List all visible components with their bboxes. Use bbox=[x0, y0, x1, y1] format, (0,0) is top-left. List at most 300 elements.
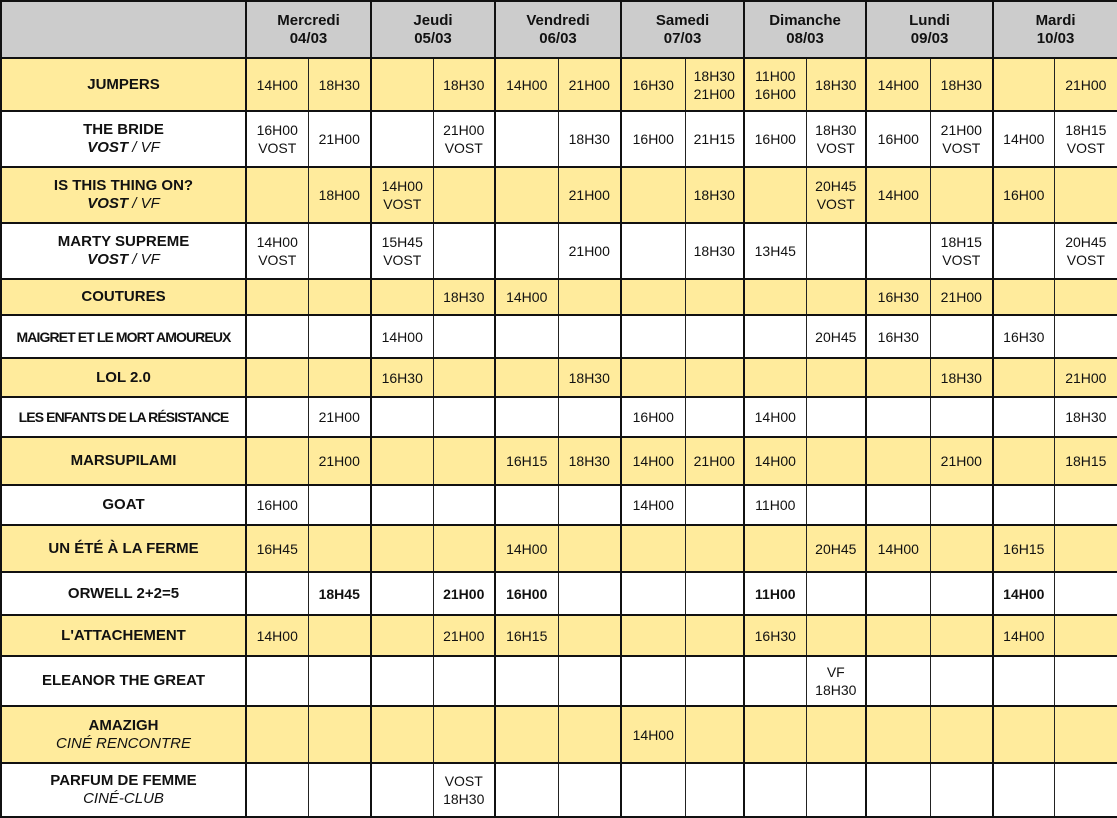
showtime: 20H45 bbox=[815, 540, 857, 557]
showtime-cell bbox=[433, 437, 495, 485]
showtime-cell bbox=[558, 615, 621, 656]
showtime-cell bbox=[806, 485, 866, 525]
film-title-cell bbox=[1, 58, 246, 111]
showtime-cell bbox=[433, 525, 495, 572]
showtime: 21H00 bbox=[693, 85, 735, 102]
film-title: L'ATTACHEMENT bbox=[61, 626, 186, 644]
showtime-cell bbox=[744, 111, 806, 167]
showtime: 14H00 bbox=[256, 76, 298, 93]
showtime-cell bbox=[308, 706, 371, 763]
day-date: 05/03 bbox=[414, 29, 452, 47]
showtime-cell bbox=[1054, 572, 1117, 615]
showtime: 14H00 bbox=[506, 540, 548, 557]
day-header bbox=[621, 1, 744, 58]
showtime-cell bbox=[806, 525, 866, 572]
showtime-cell bbox=[866, 485, 930, 525]
showtime-cell bbox=[495, 279, 558, 315]
showtime: 18H30 bbox=[815, 682, 857, 698]
showtime: 18H30 bbox=[318, 76, 360, 93]
header-row bbox=[1, 1, 1117, 58]
showtime-cell bbox=[685, 437, 744, 485]
film-title-cell bbox=[1, 315, 246, 358]
film-title: ELEANOR THE GREAT bbox=[41, 672, 206, 689]
showtime-cell bbox=[621, 615, 685, 656]
showtime-cell bbox=[930, 763, 993, 817]
showtime-cell bbox=[558, 358, 621, 397]
showtime-cell bbox=[433, 706, 495, 763]
film-title-cell bbox=[1, 656, 246, 706]
showtime: 16H30 bbox=[632, 76, 674, 93]
showtime: 18H30 bbox=[815, 76, 857, 93]
showtime-cell bbox=[806, 656, 866, 706]
showtime-cell bbox=[930, 397, 993, 437]
showtime: VF bbox=[826, 664, 845, 680]
showtime: 18H30 bbox=[443, 289, 485, 305]
film-title: MARTY SUPREME bbox=[57, 233, 190, 250]
day-name: Vendredi bbox=[526, 11, 590, 29]
film-row bbox=[1, 315, 1117, 358]
showtime-cell bbox=[685, 223, 744, 279]
film-title-cell bbox=[1, 223, 246, 279]
showtime: VOST bbox=[444, 773, 483, 789]
showtime-cell bbox=[558, 525, 621, 572]
showtime: 14H00 bbox=[754, 453, 796, 469]
film-row bbox=[1, 615, 1117, 656]
showtime-cell bbox=[1054, 58, 1117, 111]
showtime: 16H00 bbox=[877, 131, 919, 147]
version-label: VOST bbox=[87, 251, 129, 268]
showtime-cell bbox=[685, 656, 744, 706]
showtime-cell bbox=[371, 572, 433, 615]
showtime: 18H30 bbox=[568, 369, 610, 386]
showtime-cell bbox=[621, 279, 685, 315]
showtime: 14H00 bbox=[632, 453, 674, 469]
showtime: 21H00 bbox=[568, 187, 610, 203]
showtime: VOST bbox=[383, 196, 422, 212]
showtime-cell bbox=[1054, 615, 1117, 656]
showtime: VOST bbox=[942, 140, 981, 156]
showtime-cell bbox=[806, 111, 866, 167]
showtime-cell bbox=[433, 485, 495, 525]
film-title-cell bbox=[1, 111, 246, 167]
showtime-cell bbox=[866, 572, 930, 615]
showtime-cell bbox=[744, 437, 806, 485]
film-title: THE BRIDE bbox=[83, 121, 164, 138]
showtime: 14H00 bbox=[256, 234, 298, 250]
showtime-cell bbox=[930, 358, 993, 397]
showtime-cell bbox=[866, 279, 930, 315]
showtime-cell bbox=[930, 58, 993, 111]
showtime-cell bbox=[558, 58, 621, 111]
showtime-cell bbox=[866, 615, 930, 656]
showtime-cell bbox=[433, 397, 495, 437]
showtime-cell bbox=[930, 572, 993, 615]
showtime: 16H00 bbox=[632, 131, 674, 147]
showtime-cell bbox=[993, 706, 1054, 763]
showtime: 21H00 bbox=[318, 131, 360, 147]
showtime: 16H00 bbox=[632, 409, 674, 425]
film-title-cell bbox=[1, 437, 246, 485]
showtime-cell bbox=[246, 437, 308, 485]
showtime-cell bbox=[685, 763, 744, 817]
showtime: 14H00 bbox=[877, 76, 919, 93]
showtime: 18H15 bbox=[1065, 453, 1107, 469]
showtime-cell bbox=[495, 437, 558, 485]
day-header bbox=[495, 1, 621, 58]
showtime-cell bbox=[993, 615, 1054, 656]
showtime-cell bbox=[866, 315, 930, 358]
showtime-cell bbox=[246, 111, 308, 167]
showtime-cell bbox=[806, 572, 866, 615]
film-row bbox=[1, 572, 1117, 615]
showtime-cell bbox=[246, 279, 308, 315]
showtime-cell bbox=[1054, 437, 1117, 485]
day-date: 06/03 bbox=[539, 29, 577, 47]
showtime: 18H30 bbox=[693, 67, 735, 84]
showtime: 14H00 bbox=[877, 540, 919, 557]
showtime: 21H00 bbox=[318, 409, 360, 425]
day-header bbox=[993, 1, 1117, 58]
showtime-cell bbox=[621, 656, 685, 706]
showtime-cell bbox=[806, 167, 866, 223]
showtime: VOST bbox=[816, 140, 855, 156]
showtime-cell bbox=[558, 706, 621, 763]
film-subtitle bbox=[2, 251, 245, 269]
showtime: 21H00 bbox=[568, 76, 610, 93]
showtime-cell bbox=[433, 223, 495, 279]
showtime-cell bbox=[806, 763, 866, 817]
showtime-cell bbox=[930, 167, 993, 223]
day-name: Dimanche bbox=[769, 11, 841, 29]
showtime: 14H00 bbox=[256, 627, 298, 644]
subtitle-text: CINÉ-CLUB bbox=[83, 790, 164, 807]
showtime: 18H30 bbox=[568, 453, 610, 469]
film-row bbox=[1, 763, 1117, 817]
showtime: 14H00 bbox=[381, 178, 423, 194]
showtime-cell bbox=[621, 358, 685, 397]
showtime-cell bbox=[806, 315, 866, 358]
showtime-cell bbox=[495, 167, 558, 223]
showtime-cell bbox=[621, 397, 685, 437]
showtime: 16H30 bbox=[381, 369, 423, 386]
showtime-cell bbox=[433, 572, 495, 615]
showtime-cell bbox=[993, 763, 1054, 817]
showtime-cell bbox=[806, 358, 866, 397]
showtime-cell bbox=[1054, 706, 1117, 763]
film-subtitle bbox=[2, 195, 245, 213]
showtime-cell bbox=[246, 706, 308, 763]
showtime-cell bbox=[930, 315, 993, 358]
showtime: 18H00 bbox=[318, 187, 360, 203]
film-title: MAIGRET ET LE MORT AMOUREUX bbox=[16, 328, 231, 345]
showtime: 20H45 bbox=[815, 178, 857, 194]
showtime-cell bbox=[371, 167, 433, 223]
showtime-cell bbox=[371, 706, 433, 763]
showtime: 20H45 bbox=[1065, 234, 1107, 250]
showtime-cell bbox=[685, 572, 744, 615]
showtime-cell bbox=[371, 656, 433, 706]
showtime: 18H15 bbox=[1065, 122, 1107, 138]
showtime-cell bbox=[685, 615, 744, 656]
showtime: 21H00 bbox=[940, 289, 982, 305]
showtime-cell bbox=[558, 763, 621, 817]
showtime: 14H00 bbox=[506, 76, 548, 93]
showtime: 11H00 bbox=[755, 67, 796, 84]
showtime: 14H00 bbox=[754, 409, 796, 425]
version-label: VOST bbox=[87, 195, 129, 212]
showtime-cell bbox=[308, 615, 371, 656]
showtime: 16H30 bbox=[1003, 328, 1045, 345]
showtime-cell bbox=[744, 58, 806, 111]
day-name: Lundi bbox=[909, 11, 950, 29]
showtime-cell bbox=[558, 437, 621, 485]
showtime-cell bbox=[1054, 167, 1117, 223]
day-date: 10/03 bbox=[1036, 29, 1075, 47]
showtime-cell bbox=[308, 437, 371, 485]
showtime-cell bbox=[558, 485, 621, 525]
showtime-cell bbox=[246, 223, 308, 279]
showtime: 14H00 bbox=[632, 497, 674, 513]
showtime-cell bbox=[558, 167, 621, 223]
showtime-cell bbox=[621, 437, 685, 485]
film-title: LES ENFANTS DE LA RÉSISTANCE bbox=[18, 409, 229, 425]
showtime-cell bbox=[308, 525, 371, 572]
showtime: 14H00 bbox=[381, 328, 423, 345]
showtime-cell bbox=[866, 58, 930, 111]
showtime-cell bbox=[993, 279, 1054, 315]
showtime-cell bbox=[1054, 525, 1117, 572]
showtime-cell bbox=[744, 315, 806, 358]
showtime-cell bbox=[371, 358, 433, 397]
showtime-cell bbox=[621, 572, 685, 615]
showtime: 18H30 bbox=[568, 131, 610, 147]
showtime-cell bbox=[993, 167, 1054, 223]
showtime-cell bbox=[308, 763, 371, 817]
showtime-cell bbox=[866, 397, 930, 437]
showtime-cell bbox=[685, 315, 744, 358]
film-title-cell bbox=[1, 485, 246, 525]
showtime-cell bbox=[308, 58, 371, 111]
showtime-cell bbox=[993, 656, 1054, 706]
showtime: VOST bbox=[383, 252, 422, 268]
subtitle-text: / VF bbox=[128, 195, 160, 212]
showtime-cell bbox=[866, 437, 930, 485]
showtime-cell bbox=[371, 58, 433, 111]
showtime-cell bbox=[993, 58, 1054, 111]
film-subtitle bbox=[2, 735, 245, 753]
showtime-cell bbox=[308, 572, 371, 615]
showtime-cell bbox=[621, 167, 685, 223]
showtime: 14H00 bbox=[877, 187, 919, 203]
showtime: 11H00 bbox=[755, 497, 796, 513]
showtime-cell bbox=[744, 525, 806, 572]
showtime-cell bbox=[558, 397, 621, 437]
showtime-cell bbox=[866, 763, 930, 817]
showtime-cell bbox=[433, 656, 495, 706]
film-row bbox=[1, 358, 1117, 397]
showtime-cell bbox=[371, 763, 433, 817]
showtime: 14H00 bbox=[1003, 585, 1045, 602]
showtime-cell bbox=[806, 58, 866, 111]
showtime-cell bbox=[495, 58, 558, 111]
showtime-cell bbox=[744, 279, 806, 315]
showtime-cell bbox=[495, 656, 558, 706]
day-date: 07/03 bbox=[663, 29, 702, 47]
day-name: Mardi bbox=[1035, 11, 1076, 29]
showtime: 21H00 bbox=[940, 122, 982, 138]
showtime: 16H00 bbox=[754, 85, 796, 102]
film-row bbox=[1, 437, 1117, 485]
showtime-cell bbox=[930, 615, 993, 656]
showtime-cell bbox=[308, 485, 371, 525]
showtime-cell bbox=[744, 223, 806, 279]
showtime: 20H45 bbox=[815, 328, 857, 345]
showtime: 21H00 bbox=[443, 585, 485, 602]
showtime-cell bbox=[993, 358, 1054, 397]
showtime-cell bbox=[558, 279, 621, 315]
film-row bbox=[1, 279, 1117, 315]
showtime: 21H00 bbox=[1065, 369, 1107, 386]
showtime-cell bbox=[371, 485, 433, 525]
film-title: LOL 2.0 bbox=[96, 368, 151, 386]
showtime-cell bbox=[495, 485, 558, 525]
showtime: 16H00 bbox=[754, 131, 796, 147]
showtime-cell bbox=[866, 223, 930, 279]
showtime-cell bbox=[993, 315, 1054, 358]
showtime-cell bbox=[621, 706, 685, 763]
showtime-cell bbox=[371, 397, 433, 437]
film-row bbox=[1, 485, 1117, 525]
showtime: 18H45 bbox=[318, 585, 360, 602]
film-row bbox=[1, 223, 1117, 279]
showtime-cell bbox=[1054, 223, 1117, 279]
showtime: 11H00 bbox=[755, 585, 796, 602]
showtime-cell bbox=[685, 111, 744, 167]
showtime-cell bbox=[930, 706, 993, 763]
showtime-cell bbox=[246, 763, 308, 817]
showtime-cell bbox=[993, 525, 1054, 572]
showtime-cell bbox=[1054, 485, 1117, 525]
showtime-cell bbox=[621, 763, 685, 817]
film-title: JUMPERS bbox=[87, 75, 160, 93]
showtime: 16H00 bbox=[256, 122, 298, 138]
showtime-cell bbox=[558, 572, 621, 615]
showtime: VOST bbox=[1066, 140, 1105, 156]
showtime-cell bbox=[495, 223, 558, 279]
showtime: 18H30 bbox=[940, 76, 982, 93]
showtime-cell bbox=[993, 111, 1054, 167]
showtime-cell bbox=[246, 615, 308, 656]
showtime-cell bbox=[433, 279, 495, 315]
film-title: IS THIS THING ON? bbox=[53, 177, 194, 194]
showtime-cell bbox=[246, 58, 308, 111]
showtime-cell bbox=[308, 358, 371, 397]
showtime-cell bbox=[806, 397, 866, 437]
showtime-cell bbox=[495, 358, 558, 397]
showtime-cell bbox=[371, 525, 433, 572]
film-title-cell bbox=[1, 358, 246, 397]
showtime: 16H45 bbox=[256, 540, 298, 557]
showtime-cell bbox=[744, 167, 806, 223]
showtime: 16H30 bbox=[877, 328, 919, 345]
showtime-cell bbox=[993, 437, 1054, 485]
showtime-cell bbox=[993, 572, 1054, 615]
showtime: 14H00 bbox=[1003, 131, 1045, 147]
showtime-cell bbox=[371, 279, 433, 315]
showtime: 14H00 bbox=[632, 726, 674, 743]
film-title: MARSUPILAMI bbox=[70, 452, 177, 469]
showtime-cell bbox=[930, 223, 993, 279]
showtime-cell bbox=[930, 111, 993, 167]
film-title: UN ÉTÉ À LA FERME bbox=[48, 539, 199, 557]
showtime-cell bbox=[744, 358, 806, 397]
showtime-cell bbox=[495, 615, 558, 656]
showtime: 18H30 bbox=[693, 243, 735, 259]
showtime-cell bbox=[806, 706, 866, 763]
showtime-cell bbox=[866, 706, 930, 763]
showtime-cell bbox=[308, 397, 371, 437]
showtime-cell bbox=[930, 279, 993, 315]
day-date: 09/03 bbox=[910, 29, 949, 47]
showtime-cell bbox=[558, 111, 621, 167]
showtime-cell bbox=[621, 315, 685, 358]
showtime-cell bbox=[1054, 279, 1117, 315]
showtime-cell bbox=[993, 223, 1054, 279]
showtime: 21H00 bbox=[693, 453, 735, 469]
film-row bbox=[1, 58, 1117, 111]
showtime-cell bbox=[433, 167, 495, 223]
subtitle-text: / VF bbox=[128, 139, 160, 156]
showtime: VOST bbox=[1066, 252, 1105, 268]
film-title: AMAZIGH bbox=[88, 716, 159, 734]
subtitle-text: / VF bbox=[128, 251, 160, 268]
showtime-cell bbox=[246, 525, 308, 572]
showtime-cell bbox=[1054, 111, 1117, 167]
film-title-cell bbox=[1, 763, 246, 817]
showtime-cell bbox=[744, 615, 806, 656]
film-title: GOAT bbox=[102, 496, 145, 513]
showtime: VOST bbox=[444, 140, 483, 156]
showtime-cell bbox=[558, 656, 621, 706]
showtime-cell bbox=[308, 656, 371, 706]
film-title: COUTURES bbox=[81, 288, 166, 305]
film-row bbox=[1, 525, 1117, 572]
showtime-cell bbox=[371, 111, 433, 167]
showtime: 18H30 bbox=[443, 791, 485, 807]
showtime: 21H00 bbox=[568, 243, 610, 259]
showtime: 18H30 bbox=[693, 187, 735, 203]
showtime-cell bbox=[685, 397, 744, 437]
showtime: 21H00 bbox=[318, 453, 360, 469]
film-title-cell bbox=[1, 525, 246, 572]
showtime-cell bbox=[308, 167, 371, 223]
showtime-cell bbox=[806, 615, 866, 656]
showtime: 18H15 bbox=[940, 234, 982, 250]
showtime-cell bbox=[744, 656, 806, 706]
showtime-cell bbox=[495, 763, 558, 817]
showtime-cell bbox=[495, 525, 558, 572]
showtime-cell bbox=[433, 58, 495, 111]
film-row bbox=[1, 397, 1117, 437]
showtime: VOST bbox=[816, 196, 855, 212]
day-name: Mercredi bbox=[277, 11, 340, 29]
showtime-cell bbox=[866, 656, 930, 706]
showtime-cell bbox=[308, 315, 371, 358]
showtime-cell bbox=[433, 615, 495, 656]
film-row bbox=[1, 656, 1117, 706]
film-title-cell bbox=[1, 706, 246, 763]
showtime-cell bbox=[685, 485, 744, 525]
